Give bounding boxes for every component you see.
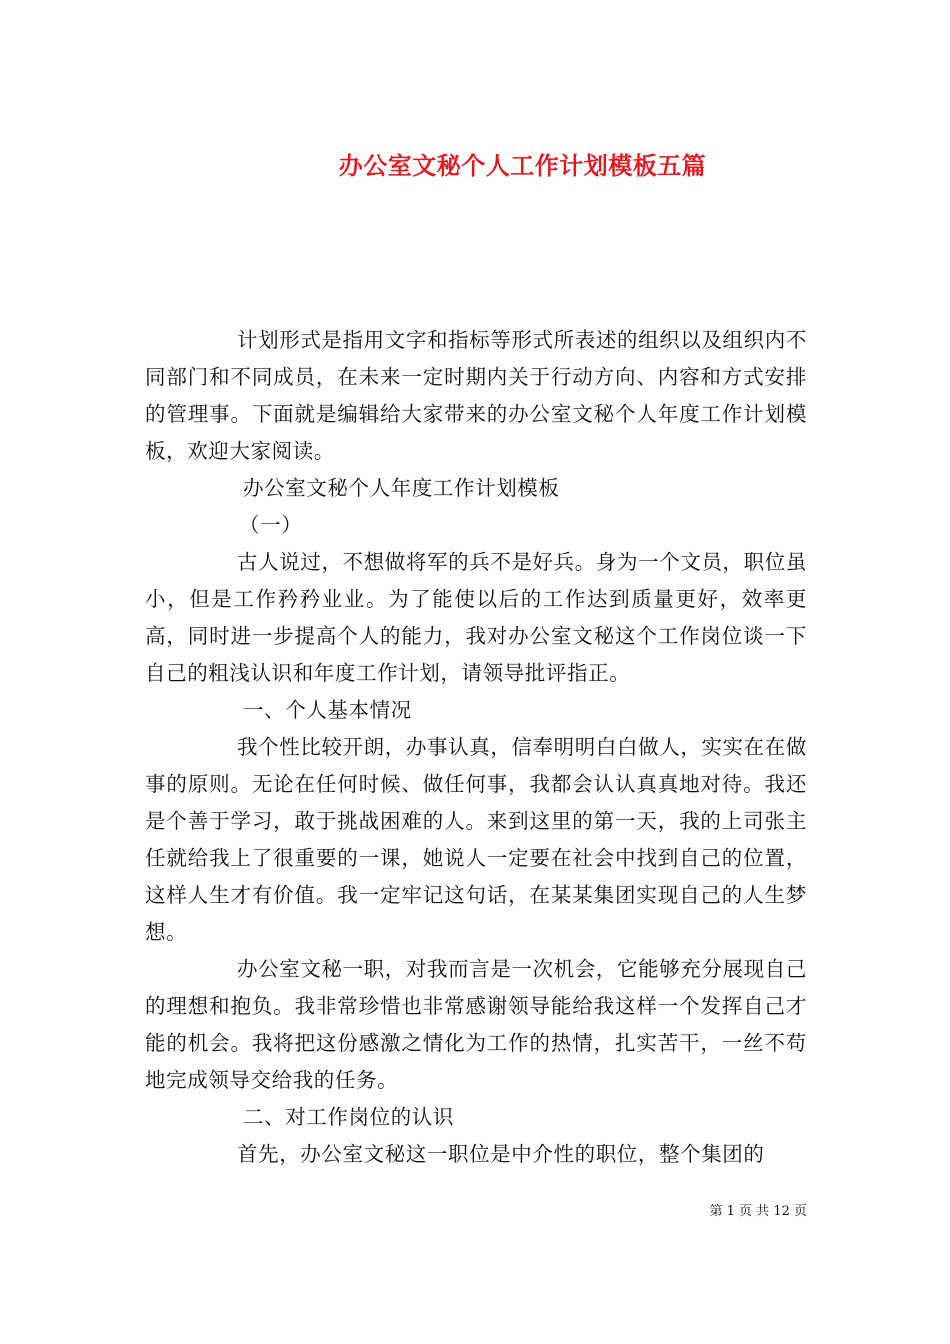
section-heading: 办公室文秘个人年度工作计划模板 [243,476,560,500]
body-paragraph: 我个性比较开朗，办事认真，信奉明明白白做人，实实在在做事的原则。无论在任何时候、做任何事，我都会认认真真地对待。我还是个善于学习，敢于挑战困难的人。来到这里的第一天，我的上司张主任就给我上了很重要的一课，她说人一定要在社会中找到自己的位置，这样人生才有价值。我一定牢记这句话，在某某集团实现自己的人生梦想。 [145,735,807,944]
body-paragraph: 首先，办公室文秘这一职位是中介性的职位，整个集团的 [237,1142,765,1166]
subsection-heading: 一、个人基本情况 [243,698,412,722]
page-title: 办公室文秘个人工作计划模板五篇 [338,151,707,181]
document-body [145,322,807,1173]
subsection-heading: 二、对工作岗位的认识 [243,1105,454,1129]
section-number: （一） [239,513,303,537]
page-footer: 第 1 页 共 12 页 [709,1204,807,1219]
body-paragraph: 办公室文秘一职，对我而言是一次机会，它能够充分展现自己的理想和抱负。我非常珍惜也非常感谢领导能给我这样一个发挥自己才能的机会。我将把这份感激之情化为工作的热情，扎实苦干，一丝不苟地完成领导交给我的任务。 [145,957,807,1092]
body-paragraph: 古人说过，不想做将军的兵不是好兵。身为一个文员，职位虽小，但是工作矜矜业业。为了能使以后的工作达到质量更好，效率更高，同时进一步提高个人的能力，我对办公室文秘这个工作岗位谈一下自己的粗浅认识和年度工作计划，请领导批评指正。 [145,550,807,685]
intro-paragraph: 计划形式是指用文字和指标等形式所表述的组织以及组织内不同部门和不同成员，在未来一定时期内关于行动方向、内容和方式安排的管理事。下面就是编辑给大家带来的办公室文秘个人年度工作计划模板，欢迎大家阅读。 [145,328,807,463]
